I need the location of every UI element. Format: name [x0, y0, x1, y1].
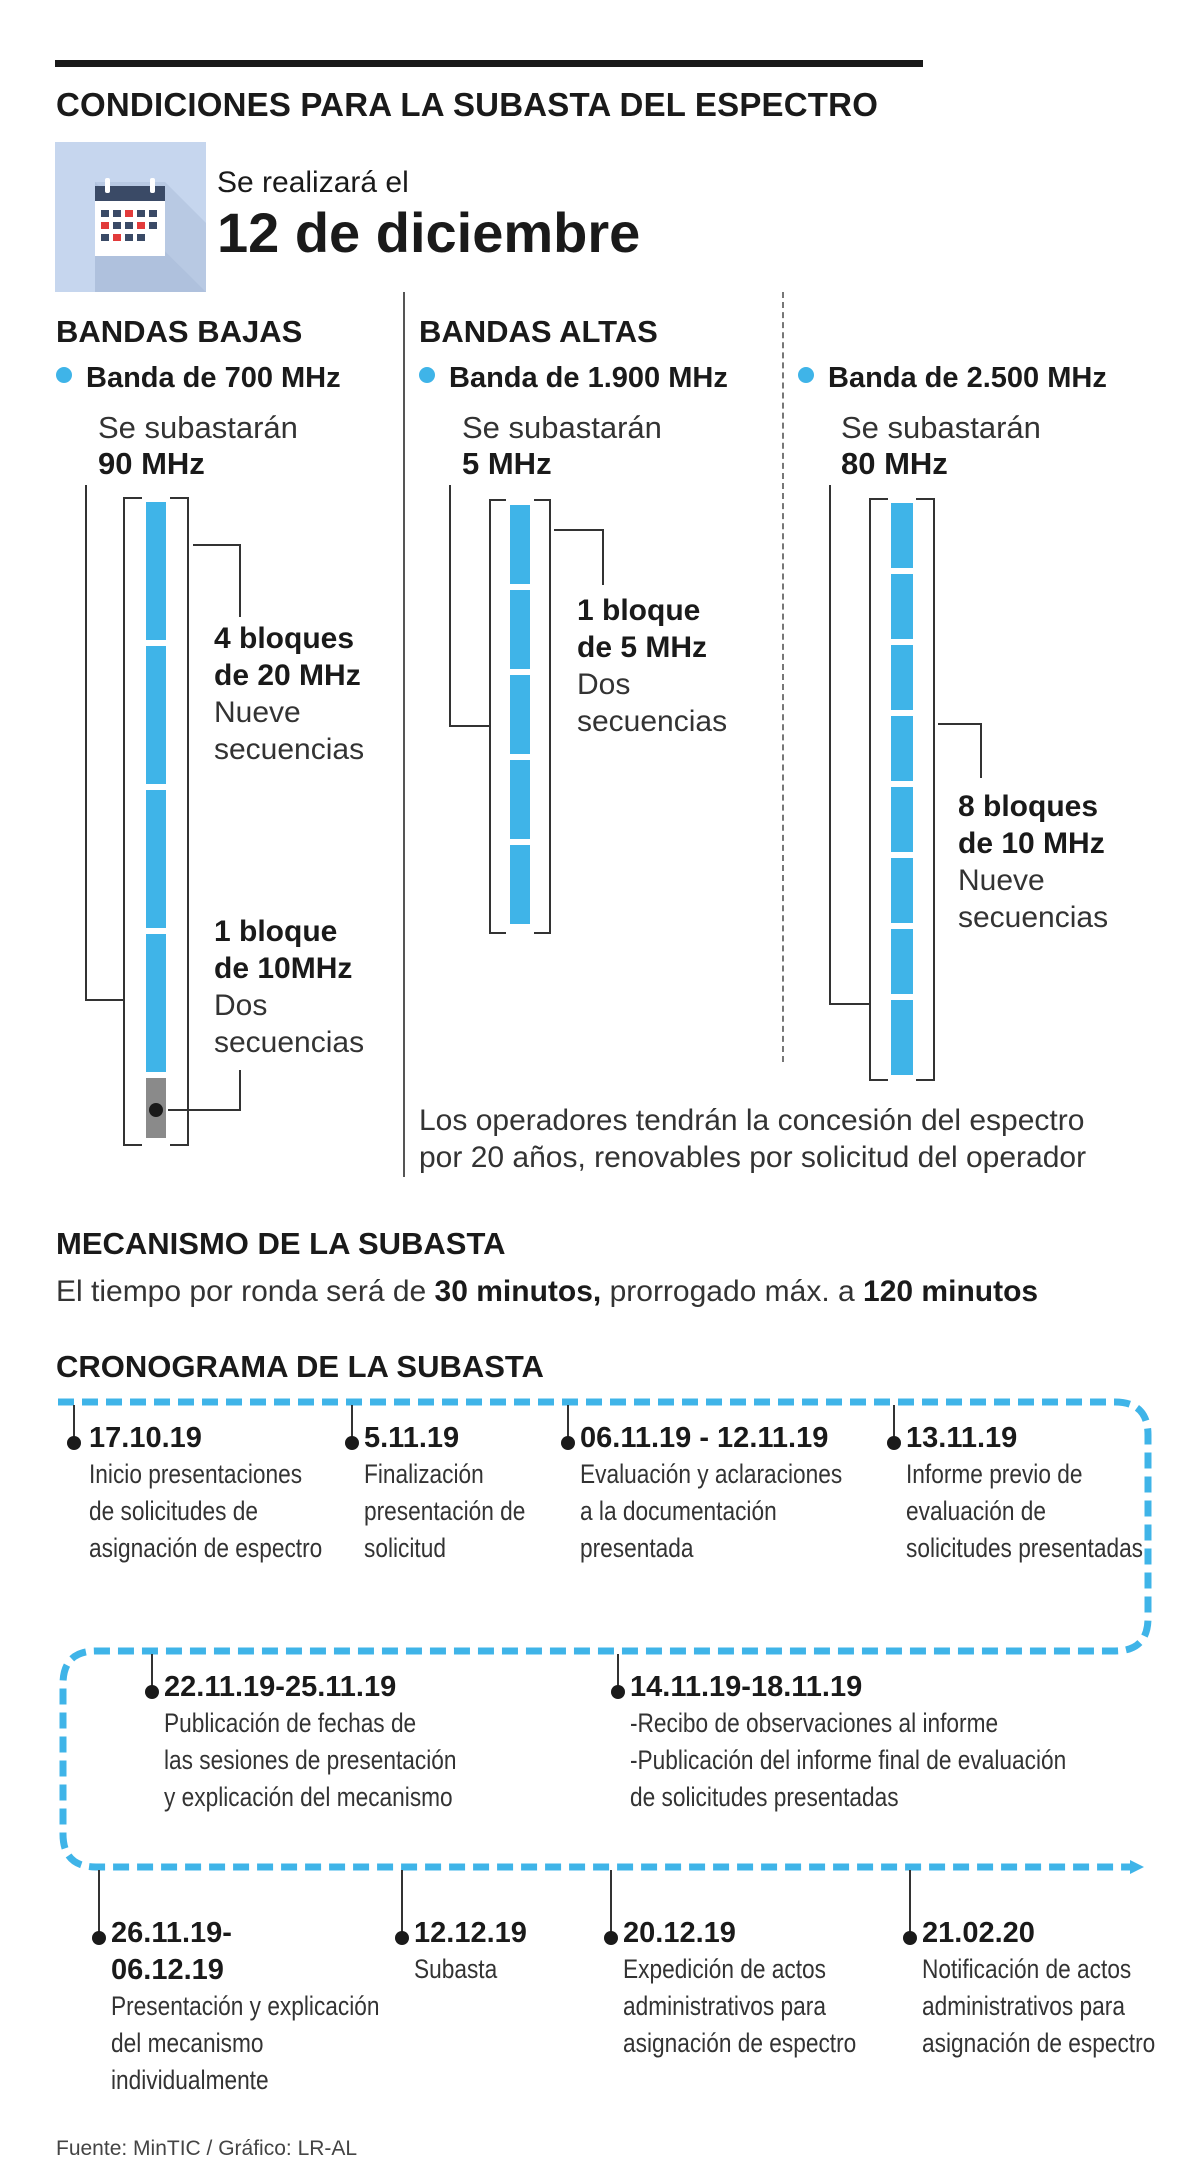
- mechanism-text: El tiempo por ronda será de 30 minutos, prorrogado máx. a 120 minutos: [56, 1275, 1039, 1308]
- auction-value: 90 MHz: [98, 446, 205, 481]
- auction-label: Se subastarán: [841, 410, 1041, 445]
- event-desc: Publicación de fechas de las sesiones de presentación y explicación del mecanismo: [164, 1708, 457, 1812]
- event-desc: -Recibo de observaciones al informe -Publicación del informe final de evaluación de solicitudes presentadas: [630, 1708, 1067, 1812]
- event-desc: Evaluación y aclaraciones a la documentación presentada: [580, 1459, 843, 1563]
- date-intro: Se realizará el: [217, 166, 409, 199]
- event-desc: Notificación de actos administrativos para asignación de espectro: [922, 1954, 1156, 2058]
- event-stem: [610, 1870, 612, 1936]
- event-marker: [67, 1436, 81, 1450]
- event-stem: [401, 1870, 403, 1936]
- event-date: 5.11.19: [364, 1422, 460, 1454]
- event-date-end: 06.12.19: [111, 1954, 224, 1986]
- source-credit: Fuente: MinTIC / Gráfico: LR-AL: [56, 2137, 358, 2160]
- event-marker: [92, 1931, 106, 1945]
- event-desc: Informe previo de evaluación de solicitudes presentadas: [906, 1459, 1144, 1563]
- event-stem: [909, 1870, 911, 1936]
- heading-mecanismo: MECANISMO DE LA SUBASTA: [56, 1226, 506, 1261]
- heading-cronograma: CRONOGRAMA DE LA SUBASTA: [56, 1349, 544, 1384]
- event-marker: [887, 1436, 901, 1450]
- auction-label: Se subastarán: [98, 410, 298, 445]
- event-date: 20.12.19: [623, 1917, 736, 1949]
- heading-bandas-bajas: BANDAS BAJAS: [56, 314, 303, 349]
- event-date: 12.12.19: [414, 1917, 527, 1949]
- band-1900: Banda de 1.900 MHz: [419, 362, 728, 395]
- event-marker: [395, 1931, 409, 1945]
- event-date: 13.11.19: [906, 1422, 1018, 1454]
- altas-2500-group: 8 bloques de 10 MHz Nueve secuencias: [958, 790, 1109, 934]
- event-date: 21.02.20: [922, 1917, 1035, 1949]
- event-desc: Inicio presentaciones de solicitudes de asignación de espectro: [89, 1459, 323, 1563]
- auction-value: 80 MHz: [841, 446, 948, 481]
- event-date: 06.11.19 - 12.11.19: [580, 1422, 829, 1454]
- band-700: Banda de 700 MHz: [56, 362, 341, 395]
- event-date: 17.10.19: [89, 1422, 202, 1454]
- altas-1900-group: 1 bloque de 5 MHz Dos secuencias: [577, 594, 728, 738]
- bajas-group-1: 4 bloques de 20 MHz Nueve secuencias: [214, 622, 365, 766]
- band-2500: Banda de 2.500 MHz: [798, 362, 1107, 395]
- event-date: 22.11.19-25.11.19: [164, 1671, 397, 1703]
- event-stem: [98, 1870, 100, 1936]
- heading-bandas-altas: BANDAS ALTAS: [419, 314, 658, 349]
- auction-date: 12 de diciembre: [217, 201, 641, 264]
- bajas-group-2: 1 bloque de 10MHz Dos secuencias: [214, 915, 365, 1059]
- event-marker: [611, 1685, 625, 1699]
- bullet-icon: [798, 367, 814, 383]
- event-date: 14.11.19-18.11.19: [630, 1671, 863, 1703]
- event-marker: [604, 1931, 618, 1945]
- event-marker: [345, 1436, 359, 1450]
- event-desc: Finalización presentación de solicitud: [364, 1459, 526, 1563]
- event-marker: [903, 1931, 917, 1945]
- auction-value: 5 MHz: [462, 446, 552, 481]
- event-date: 26.11.19-: [111, 1917, 232, 1949]
- page-title: CONDICIONES PARA LA SUBASTA DEL ESPECTRO: [56, 86, 879, 123]
- event-marker: [561, 1436, 575, 1450]
- event-marker: [145, 1685, 159, 1699]
- event-desc: Presentación y explicación del mecanismo individualmente: [111, 1991, 380, 2095]
- event-desc: Expedición de actos administrativos para asignación de espectro: [623, 1954, 857, 2058]
- concession-note: Los operadores tendrán la concesión del espectro por 20 años, renovables por solicitud del operador: [419, 1104, 1087, 1174]
- bullet-icon: [419, 367, 435, 383]
- event-desc: Subasta: [414, 1954, 498, 1984]
- auction-label: Se subastarán: [462, 410, 662, 445]
